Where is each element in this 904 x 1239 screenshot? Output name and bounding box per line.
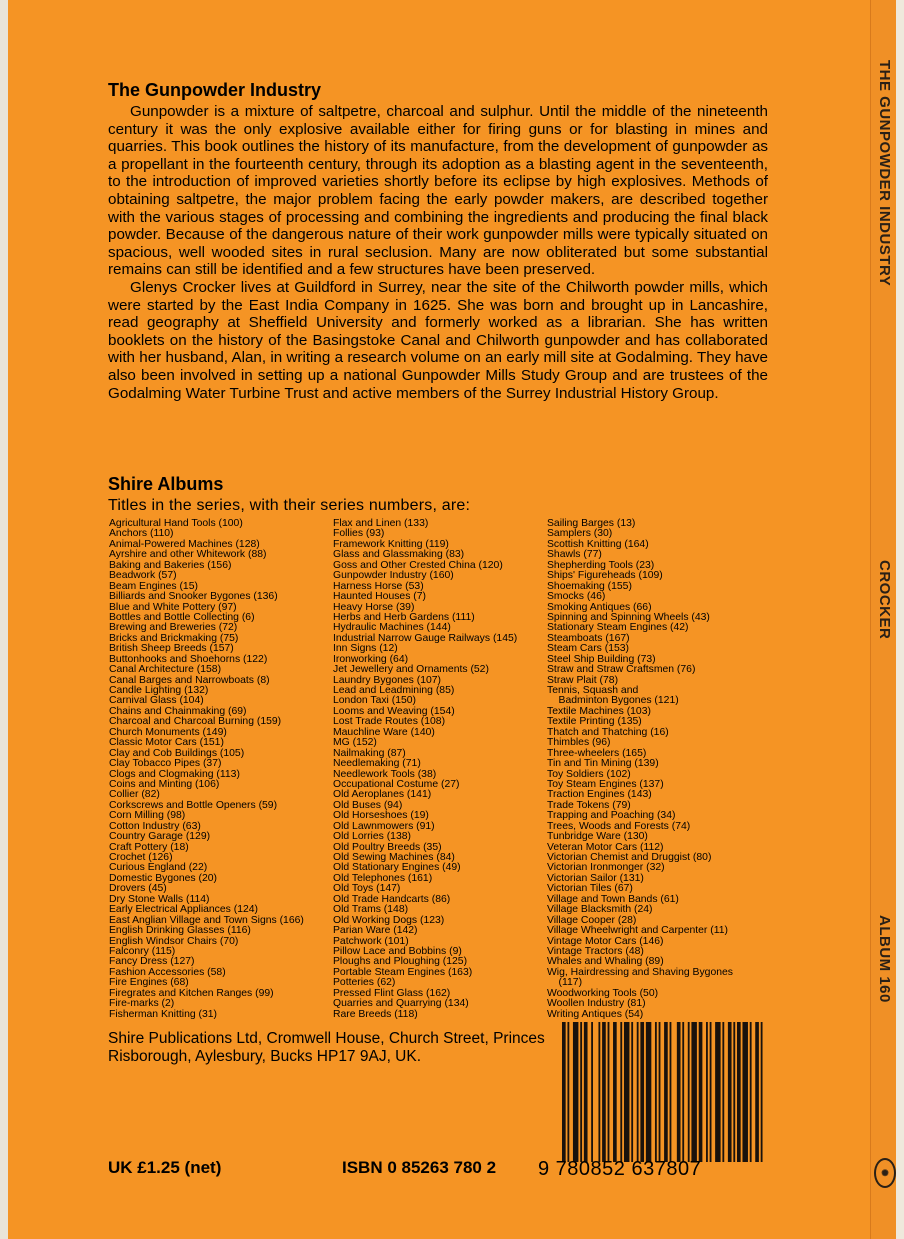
series-title-item: Old Stationary Engines (49) xyxy=(333,862,461,874)
series-title-item: Collier (82) xyxy=(109,789,160,801)
description-paragraph: Gunpowder is a mixture of saltpetre, charcoal and sulphur. Until the middle of the nineteenth century it was the only explosive available either for firing guns or for blasting in mines and quarries. This book outlines the history of its manufacture, from the development of gunpowder as a propellant in the fourteenth century, through its adoption as a blasting agent in the seventeenth, to the introduction of improved varieties shortly before its eclipse by high explosives. Methods of obtaining saltpetre, the major problem facing the early powder makers, are described together with the various stages of processing and combining the ingredients and producing the final black powder. Because of the dangerous nature of their work gunpowder mills were typically situated on spacious, well wooded sites in rural seclusion. Many are now obliterated but some substantial remains can still be identified and a few structures have been preserved. xyxy=(108,103,768,279)
series-title-item: Fisherman Knitting (31) xyxy=(109,1008,217,1020)
series-title-item: Early Electrical Appliances (124) xyxy=(109,904,258,916)
series-title-item: Steamboats (167) xyxy=(547,632,630,644)
book-description xyxy=(108,80,768,402)
series-title-item: Old Buses (94) xyxy=(333,799,403,811)
series-title-item: Anchors (110) xyxy=(109,528,174,540)
series-title-item: Harness Horse (53) xyxy=(333,580,424,592)
series-title-item: Stationary Steam Engines (42) xyxy=(547,622,689,634)
series-title-item: Textile Printing (135) xyxy=(547,716,642,728)
price-label: UK £1.25 (net) xyxy=(108,1158,222,1177)
series-title-item: Heavy Horse (39) xyxy=(333,601,415,613)
series-title-item: Woollen Industry (81) xyxy=(547,998,646,1010)
series-title-item: Brewing and Breweries (72) xyxy=(109,622,238,634)
series-title-item: Steam Cars (153) xyxy=(547,643,629,655)
series-title-item: Writing Antiques (54) xyxy=(547,1008,644,1020)
book-heading: The Gunpowder Industry xyxy=(108,80,322,100)
series-title-item: Agricultural Hand Tools (100) xyxy=(109,518,243,529)
series-title-item: Old Trams (148) xyxy=(333,904,409,916)
series-title-item: Victorian Ironmonger (32) xyxy=(547,862,665,874)
series-title-item: Vintage Tractors (48) xyxy=(547,945,644,957)
series-lead: Titles in the series, with their series numbers, are: xyxy=(108,497,471,514)
series-title-item: Pressed Flint Glass (162) xyxy=(333,987,451,999)
series-title-item: Corn Milling (98) xyxy=(109,810,186,822)
series-title-item: Flax and Linen (133) xyxy=(333,518,429,529)
series-title-item: Crochet (126) xyxy=(109,852,173,863)
series-title-item: Ships' Figureheads (109) xyxy=(547,570,663,582)
series-title-item: Smocks (46) xyxy=(547,591,606,603)
series-title-item: English Drinking Glasses (116) xyxy=(109,925,251,937)
series-title-item: Buttonhooks and Shoehorns (122) xyxy=(109,653,268,665)
series-title-item: Spinning and Spinning Wheels (43) xyxy=(547,611,710,623)
series-title-item: Whales and Whaling (89) xyxy=(547,956,664,968)
barcode-digits: 9 780852 637807 xyxy=(538,1158,702,1180)
series-title-item: Village and Town Bands (61) xyxy=(547,893,679,905)
series-title-item: Needlemaking (71) xyxy=(333,758,421,770)
series-title-item: Village Cooper (28) xyxy=(547,914,637,926)
series-title-item: Falconry (115) xyxy=(109,945,176,957)
series-title-item: Looms and Weaving (154) xyxy=(333,705,455,717)
series-title-item: Cotton Industry (63) xyxy=(109,820,201,832)
series-title-item: Follies (93) xyxy=(333,528,385,540)
series-title-item: Old Lawnmowers (91) xyxy=(333,820,435,832)
series-title-item: Ironworking (64) xyxy=(333,653,409,665)
series-title-item: Bottles and Bottle Collecting (6) xyxy=(109,611,255,623)
publisher-address: Shire Publications Ltd, Cromwell House, Church Street, Princes Risborough, Aylesbury, Bucks HP17 9AJ, UK. xyxy=(108,1030,545,1065)
series-title-item: Lead and Leadmining (85) xyxy=(333,685,455,696)
isbn-label: ISBN 0 85263 780 2 xyxy=(342,1158,497,1177)
series-title-item: Toy Soldiers (102) xyxy=(547,768,631,780)
series-title-item: Fashion Accessories (58) xyxy=(109,966,226,978)
series-title-item: Curious England (22) xyxy=(109,862,208,874)
series-title-item: Thatch and Thatching (16) xyxy=(547,726,669,738)
series-title-item: Veteran Motor Cars (112) xyxy=(547,841,664,853)
series-title-item: (117) xyxy=(547,977,583,989)
series-title-item: Haunted Houses (7) xyxy=(333,591,426,603)
series-title-item: Blue and White Pottery (97) xyxy=(109,601,237,613)
series-title-item: Old Aeroplanes (141) xyxy=(333,789,432,801)
publisher-logo-icon: ✺ xyxy=(874,1158,896,1188)
series-title-item: Needlework Tools (38) xyxy=(333,768,437,780)
spine-author: CROCKER xyxy=(876,560,893,640)
series-title-item: Rare Breeds (118) xyxy=(333,1008,418,1020)
series-title-item: Clay Tobacco Pipes (37) xyxy=(109,758,222,770)
series-title-item: Corkscrews and Bottle Openers (59) xyxy=(109,799,278,811)
series-title-item: Gunpowder Industry (160) xyxy=(333,570,454,582)
series-title-item: Firegrates and Kitchen Ranges (99) xyxy=(109,987,274,999)
series-title-item: Industrial Narrow Gauge Railways (145) xyxy=(333,632,518,644)
series-title-item: Occupational Costume (27) xyxy=(333,778,460,790)
series-title-item: Shepherding Tools (23) xyxy=(547,559,655,571)
series-title-item: Craft Pottery (18) xyxy=(109,841,189,853)
series-title-item: Drovers (45) xyxy=(109,883,167,895)
series-title-item: Old Poultry Breeds (35) xyxy=(333,841,442,853)
titles-column-3 xyxy=(547,519,733,1020)
series-title-item: Trapping and Poaching (34) xyxy=(547,810,676,822)
series-title-item: Tunbridge Ware (130) xyxy=(547,831,648,843)
series-title-item: English Windsor Chairs (70) xyxy=(109,935,239,947)
book-spine xyxy=(870,0,897,1239)
series-title-item: Coins and Minting (106) xyxy=(109,778,220,790)
series-title-item: Sailing Barges (13) xyxy=(547,518,636,529)
series-title-item: Tennis, Squash and xyxy=(547,685,639,696)
series-title-item: Three-wheelers (165) xyxy=(547,747,647,759)
series-title-item: Thimbles (96) xyxy=(547,737,611,749)
series-title-item: Trees, Woods and Forests (74) xyxy=(547,820,691,832)
series-title-item: Fire Engines (68) xyxy=(109,977,189,989)
spine-title: THE GUNPOWDER INDUSTRY xyxy=(876,60,893,287)
series-title-item: Traction Engines (143) xyxy=(547,789,652,801)
series-title-item: Clogs and Clogmaking (113) xyxy=(109,768,240,780)
series-title-item: Chains and Chainmaking (69) xyxy=(109,705,247,717)
barcode-icon xyxy=(560,1022,770,1162)
series-title-item: Framework Knitting (119) xyxy=(333,538,449,550)
series-title-item: Victorian Chemist and Druggist (80) xyxy=(547,852,712,863)
series-title-item: Nailmaking (87) xyxy=(333,747,406,759)
page-edge xyxy=(896,0,904,1239)
series-title-item: Old Telephones (161) xyxy=(333,872,433,884)
series-title-item: Ayrshire and other Whitework (88) xyxy=(109,549,267,561)
series-title-item: Hydraulic Machines (144) xyxy=(333,622,451,634)
series-title-item: Ploughs and Ploughing (125) xyxy=(333,956,468,968)
series-title-item: Clay and Cob Buildings (105) xyxy=(109,747,245,759)
titles-column-2 xyxy=(333,519,517,1020)
series-title-item: Old Sewing Machines (84) xyxy=(333,852,455,863)
series-title-item: Vintage Motor Cars (146) xyxy=(547,935,664,947)
series-title-item: Goss and Other Crested China (120) xyxy=(333,559,503,571)
series-title-item: Steel Ship Building (73) xyxy=(547,653,656,665)
series-title-item: MG (152) xyxy=(333,737,377,749)
series-title-item: Toy Steam Engines (137) xyxy=(547,778,664,790)
series-title-item: Dry Stone Walls (114) xyxy=(109,893,210,905)
series-heading: Shire Albums xyxy=(108,474,224,494)
series-title-item: Domestic Bygones (20) xyxy=(109,872,217,884)
series-title-item: Jet Jewellery and Ornaments (52) xyxy=(333,664,489,676)
series-title-item: Samplers (30) xyxy=(547,528,613,540)
series-title-item: Canal Barges and Narrowboats (8) xyxy=(109,674,270,686)
series-title-item: Smoking Antiques (66) xyxy=(547,601,652,613)
series-title-item: Charcoal and Charcoal Burning (159) xyxy=(109,716,282,728)
series-title-item: Victorian Tiles (67) xyxy=(547,883,633,895)
series-title-item: Classic Motor Cars (151) xyxy=(109,737,224,749)
series-title-item: Old Working Dogs (123) xyxy=(333,914,445,926)
series-title-item: Old Horseshoes (19) xyxy=(333,810,429,822)
series-title-item: Old Toys (147) xyxy=(333,883,401,895)
spine-series-number: ALBUM 160 xyxy=(876,915,893,1003)
series-title-item: Parian Ware (142) xyxy=(333,925,418,937)
series-title-item: Pillow Lace and Bobbins (9) xyxy=(333,945,462,957)
series-title-item: East Anglian Village and Town Signs (166) xyxy=(109,914,304,926)
series-title-item: Old Lorries (138) xyxy=(333,831,411,843)
series-title-item: Straw and Straw Craftsmen (76) xyxy=(547,664,696,676)
series-title-item: Village Wheelwright and Carpenter (11) xyxy=(547,925,728,937)
series-title-item: Wig, Hairdressing and Shaving Bygones xyxy=(547,966,733,978)
series-title-item: Herbs and Herb Gardens (111) xyxy=(333,611,475,623)
series-title-item: London Taxi (150) xyxy=(333,695,416,707)
series-title-item: Glass and Glassmaking (83) xyxy=(333,549,465,561)
series-title-item: Old Trade Handcarts (86) xyxy=(333,893,451,905)
series-title-item: Candle Lighting (132) xyxy=(109,685,209,696)
series-title-item: Lost Trade Routes (108) xyxy=(333,716,446,728)
series-title-item: Fancy Dress (127) xyxy=(109,956,195,968)
series-title-item: Trade Tokens (79) xyxy=(547,799,631,811)
series-title-item: Fire-marks (2) xyxy=(109,998,175,1010)
series-title-item: Inn Signs (12) xyxy=(333,643,398,655)
series-title-item: British Sheep Breeds (157) xyxy=(109,643,234,655)
series-title-item: Potteries (62) xyxy=(333,977,396,989)
series-title-item: Billiards and Snooker Bygones (136) xyxy=(109,591,278,603)
series-title-item: Scottish Knitting (164) xyxy=(547,538,649,550)
series-title-item: Victorian Sailor (131) xyxy=(547,872,644,884)
series-title-item: Beam Engines (15) xyxy=(109,580,198,592)
series-title-item: Mauchline Ware (140) xyxy=(333,726,435,738)
titles-column-1 xyxy=(109,519,304,1020)
series-title-item: Carnival Glass (104) xyxy=(109,695,204,707)
series-title-item: Woodworking Tools (50) xyxy=(547,987,659,999)
series-title-item: Laundry Bygones (107) xyxy=(333,674,442,686)
series-title-item: Textile Machines (103) xyxy=(547,705,651,717)
series-title-item: Portable Steam Engines (163) xyxy=(333,966,473,978)
series-title-item: Bricks and Brickmaking (75) xyxy=(109,632,239,644)
series-title-item: Country Garage (129) xyxy=(109,831,211,843)
series-title-item: Beadwork (57) xyxy=(109,570,177,582)
series-title-item: Badminton Bygones (121) xyxy=(547,695,679,707)
series-title-item: Church Monuments (149) xyxy=(109,726,227,738)
series-title-item: Canal Architecture (158) xyxy=(109,664,222,676)
series-title-item: Baking and Bakeries (156) xyxy=(109,559,232,571)
series-title-item: Animal-Powered Machines (128) xyxy=(109,538,260,550)
series-title-item: Shawls (77) xyxy=(547,549,602,561)
series-title-item: Village Blacksmith (24) xyxy=(547,904,653,916)
series-title-item: Tin and Tin Mining (139) xyxy=(547,758,659,770)
series-header xyxy=(108,474,778,515)
series-title-item: Quarries and Quarrying (134) xyxy=(333,998,469,1010)
series-title-item: Shoemaking (155) xyxy=(547,580,632,592)
series-title-item: Patchwork (101) xyxy=(333,935,409,947)
series-title-item: Straw Plait (78) xyxy=(547,674,619,686)
author-biography: Glenys Crocker lives at Guildford in Surrey, near the site of the Chilworth powder mills, which were started by the East India Company in 1625. She was born and brought up in Lancashire, read geography at Sheffield University and formerly worked as a librarian. She has written booklets on the history of the Basingstoke Canal and Chilworth gunpowder and has collaborated with her husband, Alan, in writing a research volume on an early mill site at Godalming. They have also been involved in setting up a national Gunpowder Mills Study Group and are trustees of the Godalming Water Turbine Trust and active members of the Surrey Industrial History Group. xyxy=(108,278,768,402)
